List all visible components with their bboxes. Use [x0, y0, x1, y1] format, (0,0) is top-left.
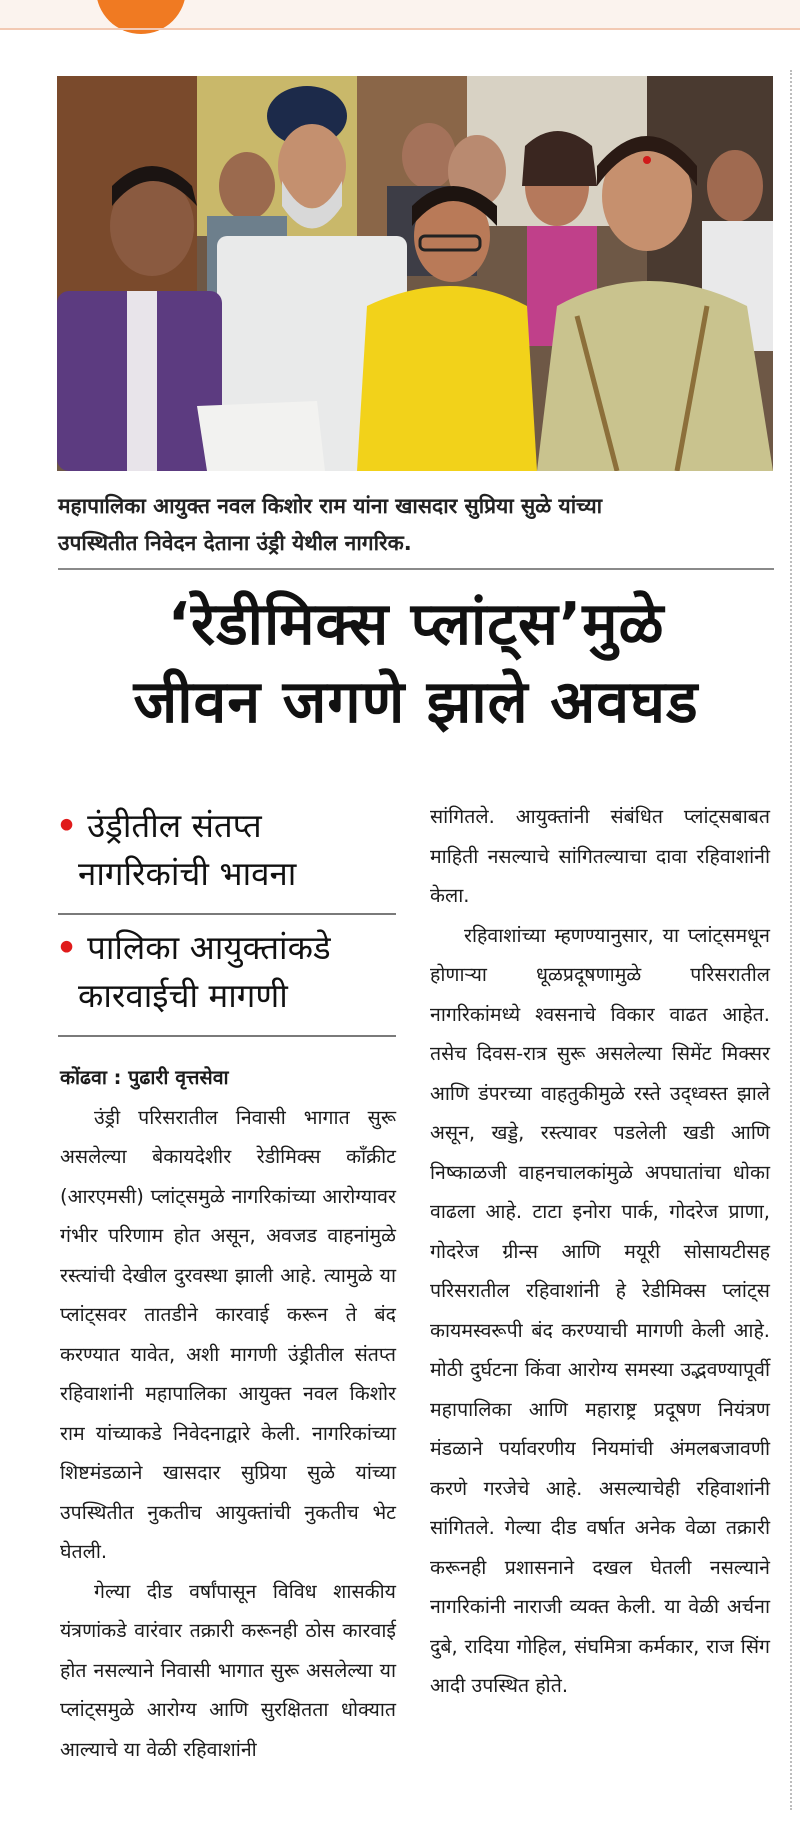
subhead-1-text: उंड्रीतील संतप्त नागरिकांची भावना: [78, 806, 297, 893]
dateline: कोंढवा : पुढारी वृत्तसेवा: [60, 1066, 229, 1089]
photo-caption: [58, 488, 774, 562]
subhead-divider: [58, 913, 396, 915]
caption-line-1: महापालिका आयुक्त नवल किशोर राम यांना खासदार सुप्रिया सुळे यांच्या: [58, 494, 603, 518]
subhead-2: [56, 924, 396, 1020]
headline-line-2: जीवन जगणे झाले अवघड: [133, 667, 699, 736]
headline-line-1: ‘रेडीमिक्स प्लांट्स’मुळे: [167, 589, 665, 658]
subhead-1: [56, 802, 396, 898]
subhead-divider: [58, 1035, 396, 1037]
headline: [58, 585, 774, 741]
body-paragraph: सांगितले. आयुक्तांनी संबंधित प्लांट्सबाबत माहिती नसल्याचे सांगितल्याचा दावा रहिवाशांनी केला.: [430, 805, 770, 907]
caption-divider: [58, 568, 774, 570]
column-rule: [790, 70, 792, 1810]
masthead-divider: [0, 28, 800, 30]
news-photo-illustration: [57, 76, 773, 471]
body-paragraph: रहिवाशांच्या म्हणण्यानुसार, या प्लांट्समधून होणाऱ्या धूळप्रदूषणामुळे परिसरातील नागरिकांमध्ये श्वसनाचे विकार वाढत आहेत. तसेच दिवस-रात्र सुरू असलेल्या सिमेंट मिक्सर आणि डंपरच्या वाहतुकीमुळे रस्ते उद्ध्वस्त झाले असून, खड्डे, रस्त्यावर पडलेली खडी आणि निष्काळजी वाहनचालकांमुळे अपघातांचा धोका वाढला आहे. टाटा इनोरा पार्क, गोदरेज प्राणा, गोदरेज ग्रीन्स आणि मयूरी सोसायटीसह परिसरातील रहिवाशांनी हे रेडीमिक्स प्लांट्स कायमस्वरूपी बंद करण्याची मागणी केली आहे. मोठी दुर्घटना किंवा आरोग्य समस्या उद्भवण्यापूर्वी महापालिका आणि महाराष्ट्र प्रदूषण नियंत्रण मंडळाने पर्यावरणीय नियमांची अंमलबजावणी करणे गरजेचे आहे. असल्याचेही रहिवाशांनी सांगितले. गेल्या दीड वर्षात अनेक वेळा तक्रारी करूनही प्रशासनाने दखल घेतली नसल्याने नागरिकांनी नाराजी व्यक्त केली. या वेळी अर्चना दुबे, रादिया गोहिल, संघमित्रा कर्मकार, राज सिंग आदी उपस्थित होते.: [430, 923, 770, 1697]
caption-line-2: उपस्थितीत निवेदन देताना उंड्री येथील नागरिक.: [58, 531, 412, 555]
article-column-right: [430, 797, 770, 1706]
masthead-strip: [0, 0, 800, 30]
bullet-icon: •: [56, 806, 78, 845]
subhead-2-text: पालिका आयुक्तांकडे कारवाईची मागणी: [78, 928, 331, 1015]
bullet-icon: •: [56, 928, 78, 967]
news-photo: [57, 76, 773, 471]
body-paragraph: उंड्री परिसरातील निवासी भागात सुरू असलेल्या बेकायदेशीर रेडीमिक्स कॉंक्रीट (आरएमसी) प्लांट्समुळे नागरिकांच्या आरोग्यावर गंभीर परिणाम होत असून, अवजड वाहनांमुळे रस्त्यांची देखील दुरवस्था झाली आहे. त्यामुळे या प्लांट्सवर तातडीने कारवाई करून ते बंद करण्यात यावेत, अशी मागणी उंड्रीतील संतप्त रहिवाशांनी महापालिका आयुक्त नवल किशोर राम यांच्याकडे निवेदनाद्वारे केली. नागरिकांच्या शिष्टमंडळाने खासदार सुप्रिया सुळे यांच्या उपस्थितीत नुकतीच आयुक्तांची नुकतीच भेट घेतली.: [60, 1105, 396, 1563]
body-paragraph: गेल्या दीड वर्षांपासून विविध शासकीय यंत्रणांकडे वारंवार तक्रारी करूनही ठोस कारवाई होत नसल्याने निवासी भागात सुरू असलेल्या या प्लांट्समुळे आरोग्य आणि सुरक्षितता धोक्यात आल्याचे या वेळी रहिवाशांनी: [60, 1579, 396, 1761]
article-column-left: [60, 1058, 396, 1769]
